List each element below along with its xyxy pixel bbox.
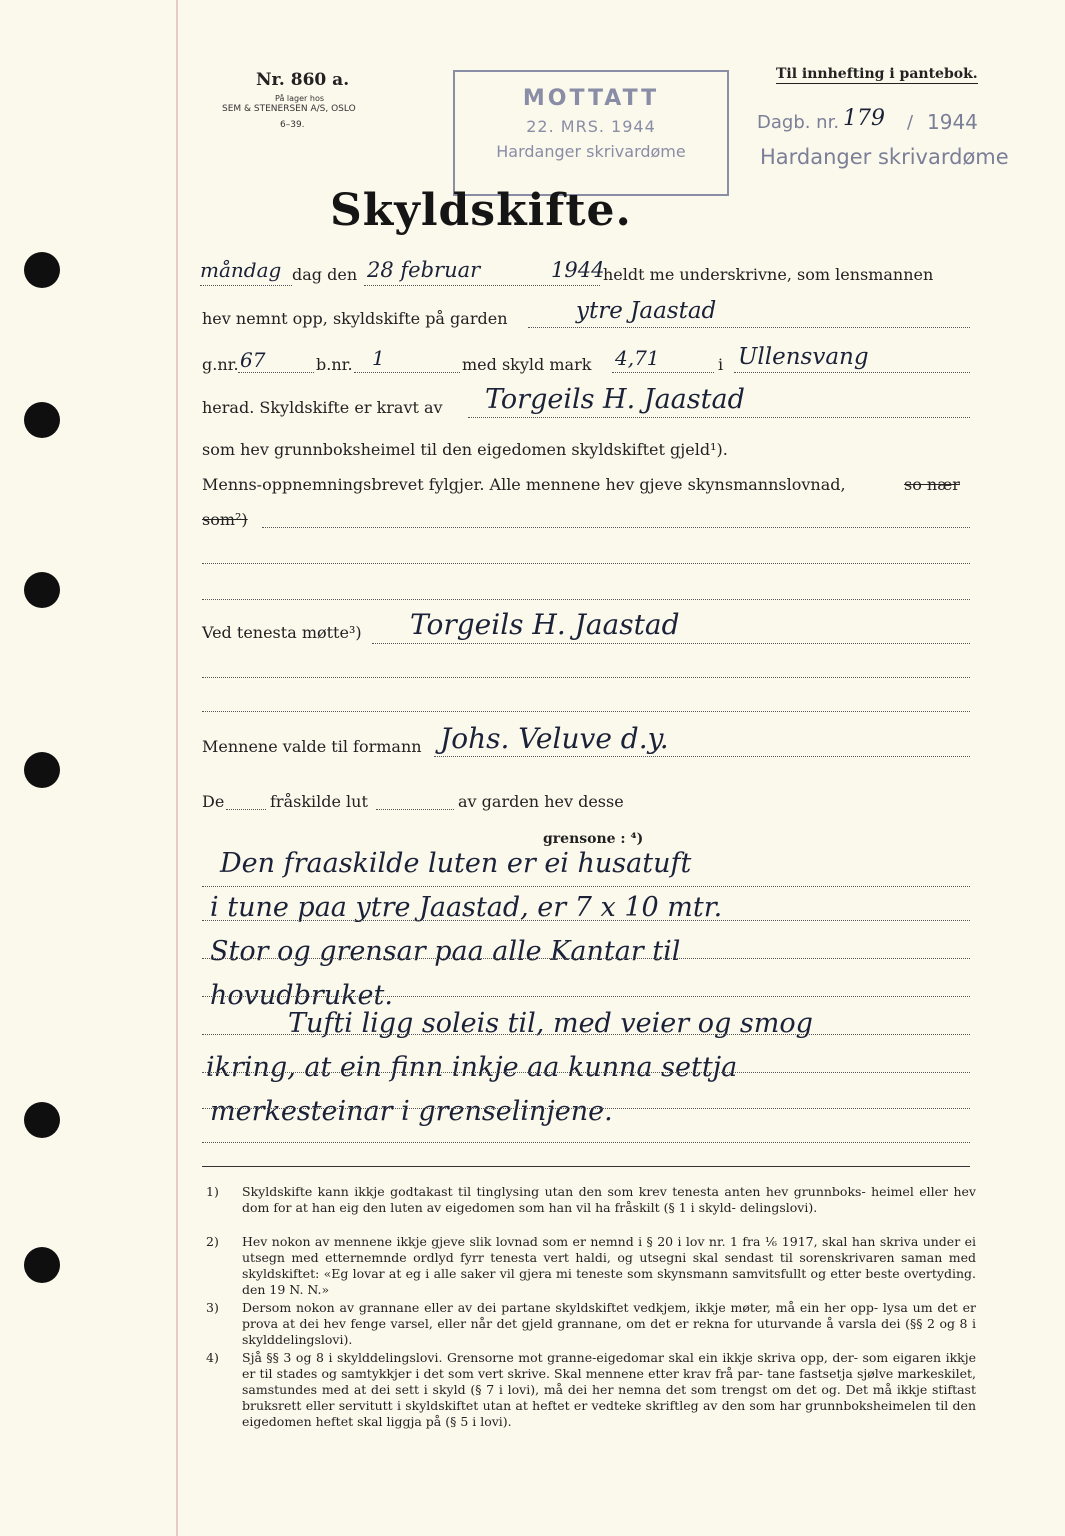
footnote	[206, 1300, 976, 1348]
journal-office: Hardanger skrivardøme	[760, 145, 1009, 169]
margin-rule	[176, 0, 178, 1536]
fill-line	[364, 285, 600, 286]
hw-description-line: Stor og grensar paa alle Kantar til	[210, 936, 681, 967]
hw-date: 28 februar	[367, 258, 481, 282]
fill-line	[202, 1072, 970, 1073]
label-dag-den: dag den	[292, 265, 358, 284]
fill-line	[202, 563, 970, 564]
label-heldt: heldt me underskrivne, som lensmannen	[603, 265, 934, 284]
fill-line	[202, 958, 970, 959]
hw-requester: Torgeils H. Jaastad	[485, 384, 745, 415]
label-ved-tenesta: Ved tenesta møtte³)	[202, 623, 362, 642]
hw-herad: Ullensvang	[738, 344, 869, 370]
fill-line	[202, 1142, 970, 1143]
label-fraskilde-lut: fråskilde lut	[270, 792, 368, 811]
received-stamp	[453, 70, 729, 196]
footnote-text: Dersom nokon av grannane eller av dei partane skyldskiftet vedkjem, ikkje møter, må ein her opp- lysa um det er prova at dei hev fenge varsel, eller når det gjeld grannane, om det er rekna for uturvande å varsla dei (§§ 2 og 8 i skylddelingslovi).	[242, 1300, 976, 1347]
fill-line	[202, 677, 970, 678]
fill-line	[734, 372, 970, 373]
footnote	[206, 1234, 976, 1298]
binder-hole	[24, 752, 60, 788]
label-i: i	[718, 355, 724, 374]
label-kravt-av: herad. Skyldskifte er kravt av	[202, 398, 443, 417]
top-right-note: Til innhefting i pantebok.	[776, 66, 978, 82]
journal-year: 1944	[927, 110, 978, 134]
label-skyld-mark: med skyld mark	[462, 355, 592, 374]
hw-farm: ytre Jaastad	[576, 298, 717, 324]
fill-line	[202, 886, 970, 887]
fill-line	[202, 1034, 970, 1035]
fill-line	[202, 1108, 970, 1109]
footnote-number: 2)	[206, 1234, 219, 1249]
journal-number: 179	[843, 106, 885, 131]
publisher-line1: På lager hos	[275, 94, 324, 103]
fill-line	[262, 527, 970, 528]
footnote-text: Hev nokon av mennene ikkje gjeve slik lovnad som er nemnd i § 20 i lov nr. 1 fra ⅙ 1917, skal han skriva under ei utsegn med etternemnde ordlyd fyrr tenesta vert haldi, og utsegni skal sendast til sorenskrivaren saman med skyldskiftet: «Eg lovar at eg i alle saker vil gjera mi teneste som skynsmann samvitsfullt og etter beste overtyding. den 19 N. N.»	[242, 1234, 976, 1297]
fill-line	[200, 285, 292, 286]
footnote-text: Sjå §§ 3 og 8 i skylddelingslovi. Grensorne mot granne-eigedomar skal ein ikkje skriva opp, der- som eigaren ikkje er til stades og samtykkjer i det som vert skrive. Skal mennene etter krav frå par- tane fastsetja sjølve markeskilet, samstundes med at dei sett i skyld (§ 7 i lovi), må dei her nemna det som trengst om det og. Det må ikkje stiftast bruksrett eller servitutt i skyldskiftet utan at heftet er vedteke skriftleg av den som har grunnboksheimelen til den eigedomen heftet skal liggja på (§ 5 i lovi).	[242, 1350, 976, 1429]
hw-chairman: Johs. Veluve d.y.	[440, 722, 669, 755]
hw-mark: 4,71	[615, 346, 660, 370]
label-oppnemningsbrev: Menns-oppnemningsbrevet fylgjer. Alle mennene hev gjeve skynsmannslovnad,	[202, 475, 846, 494]
form-number: Nr. 860 a.	[256, 70, 350, 90]
fill-line	[202, 996, 970, 997]
form-date: 6–39.	[280, 120, 305, 130]
fill-line	[372, 643, 970, 644]
label-grunnboksheimel: som hev grunnboksheimel til den eigedomen skyldskiftet gjeld¹).	[202, 440, 728, 459]
hw-description-line: merkesteinar i grenselinjene.	[210, 1096, 613, 1127]
struck-som: som²)	[202, 510, 248, 529]
fill-line	[434, 756, 970, 757]
fill-line	[202, 599, 970, 600]
footnote-number: 4)	[206, 1350, 219, 1365]
hw-description-line: Tufti ligg soleis til, med veier og smog	[288, 1008, 813, 1039]
publisher-line2: SEM & STENERSEN A/S, OSLO	[222, 104, 356, 114]
fill-line	[376, 809, 454, 810]
fill-line	[202, 711, 970, 712]
binder-hole	[24, 252, 60, 288]
binder-hole	[24, 572, 60, 608]
hw-description-line: hovudbruket.	[210, 980, 393, 1011]
hw-description-line: i tune paa ytre Jaastad, er 7 x 10 mtr.	[210, 892, 723, 923]
fill-line	[202, 920, 970, 921]
struck-so-naer: so nær	[904, 475, 960, 494]
footnote-separator	[202, 1166, 970, 1167]
binder-hole	[24, 1102, 60, 1138]
journal-separator: /	[907, 112, 914, 133]
footnote	[206, 1350, 976, 1430]
fill-line	[528, 327, 970, 328]
fill-line	[238, 372, 314, 373]
hw-description-line: ikring, at ein finn inkje aa kunna settja	[206, 1052, 738, 1083]
stamp-received-office: Hardanger skrivardøme	[496, 142, 686, 161]
stamp-received-line1: MOTTATT	[522, 86, 660, 111]
label-bnr: b.nr.	[316, 355, 353, 374]
binder-hole	[24, 402, 60, 438]
fill-line	[468, 417, 970, 418]
footnote-number: 1)	[206, 1184, 219, 1199]
hw-year: 1944	[551, 258, 605, 282]
hw-description-line: Den fraaskilde luten er ei husatuft	[220, 848, 692, 879]
label-de: De	[202, 792, 225, 811]
label-grensone: grensone : ⁴)	[543, 831, 644, 847]
document-title: Skyldskifte.	[330, 185, 632, 236]
footnote	[206, 1184, 976, 1216]
hw-bnr: 1	[372, 346, 385, 370]
label-nemnt-opp: hev nemnt opp, skyldskifte på garden	[202, 309, 508, 328]
footnote-number: 3)	[206, 1300, 219, 1315]
footnote-text: Skyldskifte kann ikkje godtakast til tinglysing utan den som krev tenesta anten hev grunnboks- heimel eller hev dom for at han eig den luten av eigedomen som han vil ha fråskilt (§ 1 i skyld- delingslovi).	[242, 1184, 976, 1215]
binder-hole	[24, 1247, 60, 1283]
fill-line	[226, 809, 266, 810]
hw-gnr: 67	[240, 348, 266, 372]
label-av-garden: av garden hev desse	[458, 792, 624, 811]
fill-line	[354, 372, 460, 373]
stamp-received-date: 22. MRS. 1944	[526, 117, 656, 136]
hw-day: måndag	[200, 258, 282, 282]
journal-prefix: Dagb. nr.	[757, 112, 840, 133]
label-gnr: g.nr.	[202, 355, 239, 374]
label-formann: Mennene valde til formann	[202, 737, 422, 756]
hw-attendee: Torgeils H. Jaastad	[410, 608, 680, 641]
fill-line	[612, 372, 714, 373]
